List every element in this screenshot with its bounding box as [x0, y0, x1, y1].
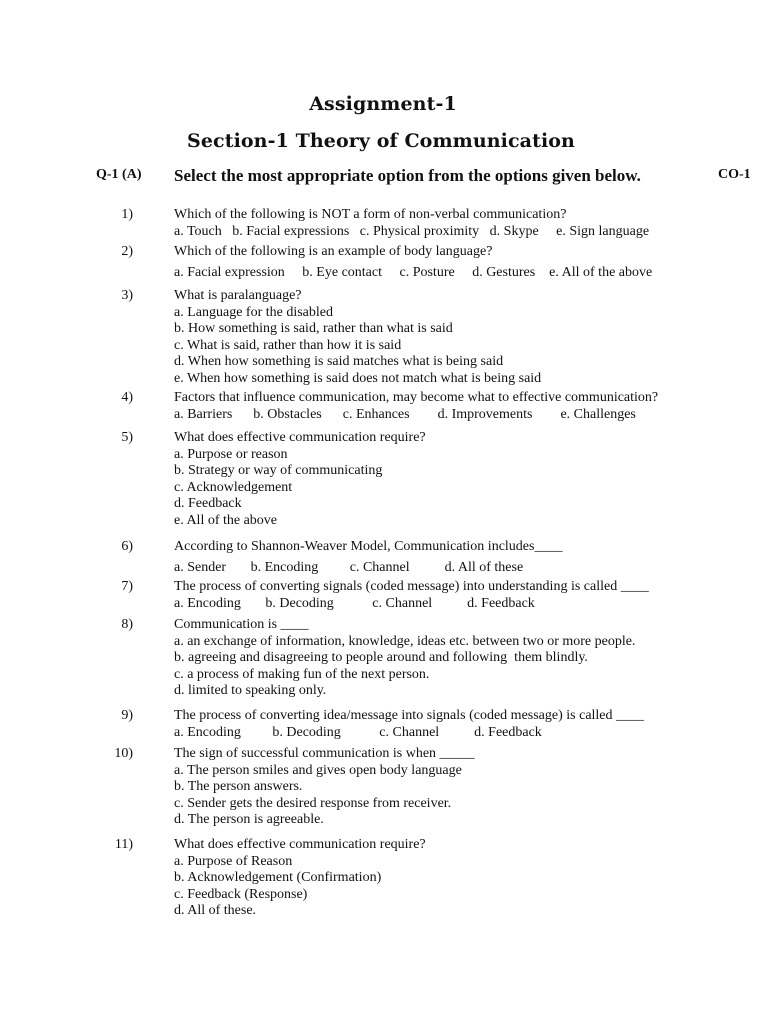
question-number: 11): [114, 837, 133, 852]
answer-option: a. Encoding b. Decoding c. Channel d. Feedback: [174, 724, 542, 740]
question-body: [174, 207, 744, 240]
question-text: Communication is ____: [174, 617, 309, 632]
question-number: 9): [121, 708, 133, 723]
question-text: According to Shannon-Weaver Model, Communication includes____: [174, 539, 563, 554]
answer-option: a. Language for the disabled: [174, 304, 333, 320]
answer-option: b. agreeing and disagreeing to people around and following them blindly.: [174, 650, 588, 666]
question-text: Which of the following is an example of body language?: [174, 244, 493, 259]
question-group-header: [0, 166, 768, 190]
question-text: What does effective communication require?: [174, 430, 426, 445]
instruction-text: Select the most appropriate option from the options given below.: [174, 166, 641, 185]
answer-option: b. The person answers.: [174, 779, 303, 795]
answer-option: b. Acknowledgement (Confirmation): [174, 870, 382, 886]
question-number: 4): [121, 390, 133, 405]
answer-option: e. When how something is said does not match what is being said: [174, 370, 542, 386]
question-body: [174, 746, 744, 829]
answer-option: a. Purpose or reason: [174, 446, 288, 462]
question-number: 10): [114, 746, 133, 761]
question-body: [174, 430, 744, 530]
answer-option: c. a process of making fun of the next person.: [174, 666, 430, 682]
answer-option: a. The person smiles and gives open body language: [174, 762, 462, 778]
section-title: Section-1 Theory of Communication: [187, 130, 575, 152]
question-number: 7): [121, 579, 133, 594]
question-number: 2): [121, 244, 133, 259]
answer-option: c. Acknowledgement: [174, 479, 293, 495]
answer-option: a. Barriers b. Obstacles c. Enhances d. Improvements e. Challenges: [174, 406, 636, 422]
answer-option: d. When how something is said matches what is being said: [174, 354, 504, 370]
question-number: 1): [121, 207, 133, 222]
question-body: [174, 837, 744, 920]
question-body: [174, 708, 744, 741]
answer-option: a. Sender b. Encoding c. Channel d. All of these: [174, 559, 524, 575]
question-text: Which of the following is NOT a form of non-verbal communication?: [174, 207, 567, 222]
answer-option: a. Encoding b. Decoding c. Channel d. Feedback: [174, 595, 535, 611]
question-body: [174, 244, 744, 281]
answer-option: d. All of these.: [174, 903, 257, 919]
question-text: Factors that influence communication, may become what to effective communication?: [174, 390, 659, 405]
question-text: The process of converting signals (coded message) into understanding is called ____: [174, 579, 649, 594]
question-body: [174, 617, 744, 700]
answer-option: a. an exchange of information, knowledge, ideas etc. between two or more people.: [174, 633, 636, 649]
answer-option: a. Purpose of Reason: [174, 853, 293, 869]
answer-option: c. What is said, rather than how it is said: [174, 337, 402, 353]
question-text: What is paralanguage?: [174, 288, 302, 303]
answer-option: b. How something is said, rather than what is said: [174, 321, 453, 337]
answer-option: b. Strategy or way of communicating: [174, 463, 383, 479]
question-number: 3): [121, 288, 133, 303]
answer-option: a. Facial expression b. Eye contact c. Posture d. Gestures e. All of the above: [174, 264, 653, 280]
answer-option: d. The person is agreeable.: [174, 812, 324, 828]
answer-option: d. limited to speaking only.: [174, 683, 327, 699]
question-number: 5): [121, 430, 133, 445]
question-group-label: Q-1 (A): [96, 167, 142, 182]
question-body: [174, 288, 744, 388]
answer-option: e. All of the above: [174, 512, 278, 528]
course-outcome-label: CO-1: [718, 167, 751, 182]
answer-option: d. Feedback: [174, 496, 242, 512]
question-number: 8): [121, 617, 133, 632]
answer-option: a. Touch b. Facial expressions c. Physical proximity d. Skype e. Sign language: [174, 223, 650, 239]
question-body: [174, 579, 744, 612]
answer-option: c. Feedback (Response): [174, 886, 308, 902]
question-text: What does effective communication require?: [174, 837, 426, 852]
question-text: The process of converting idea/message into signals (coded message) is called ____: [174, 708, 645, 723]
question-body: [174, 539, 744, 576]
assignment-title: Assignment-1: [309, 93, 457, 115]
question-text: The sign of successful communication is when _____: [174, 746, 475, 761]
question-body: [174, 390, 744, 423]
question-number: 6): [121, 539, 133, 554]
answer-option: c. Sender gets the desired response from receiver.: [174, 795, 452, 811]
